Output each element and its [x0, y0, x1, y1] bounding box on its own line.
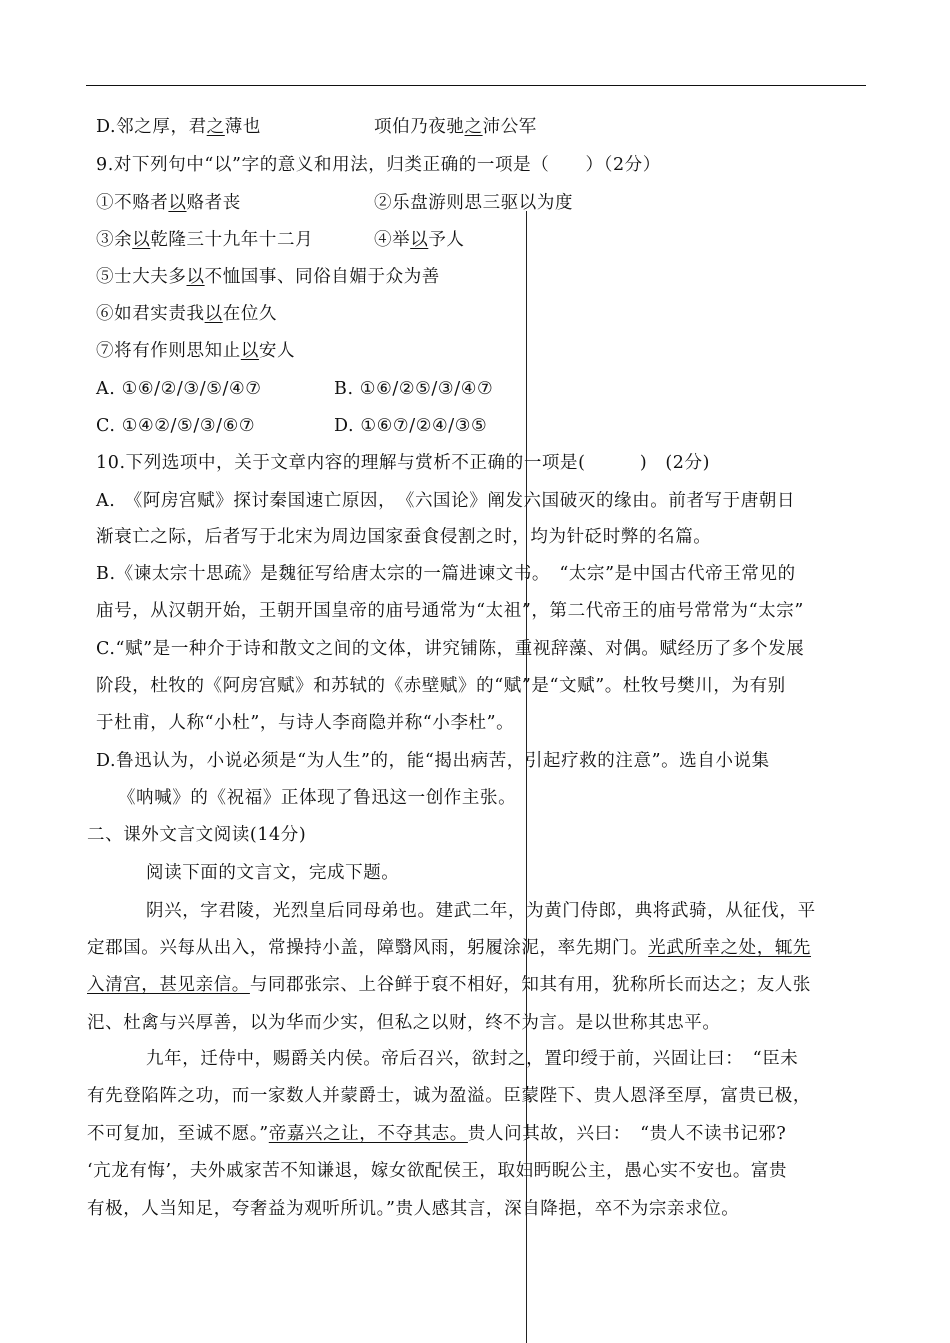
section2-heading: 二、课外文言文阅读(14分)	[87, 825, 307, 845]
q10-option-c-line2: 阶段，杜牧的《阿房宫赋》和苏轼的《赤壁赋》的“赋”是“文赋”。杜牧号樊川，为有别	[96, 676, 786, 696]
passage-p1-line3: 入清宫，甚见亲信。与同郡张宗、上谷鲜于裒不相好，知其有用，犹称所长而达之；友人张	[87, 975, 812, 995]
q10-option-d-line1: D.鲁迅认为，小说必须是“为人生”的，能“揭出病苦，引起疗救的注意”。选自小说集	[96, 751, 770, 771]
q9-option-c: C. ①④②/⑤/③/⑥⑦	[96, 416, 256, 436]
q9-sentence-5: ⑤士大夫多以不恤国事、同俗自媚于众为善	[96, 267, 440, 287]
q8-option-d: D.邻之厚，君之薄也 项伯乃夜驰之沛公军	[96, 117, 537, 137]
q9-sentence-6: ⑥如君实责我以在位久	[96, 304, 278, 324]
header-rule	[86, 85, 866, 86]
q10-option-a-line2: 渐衰亡之际，后者写于北宋为周边国家蚕食侵割之时，均为针砭时弊的名篇。	[96, 527, 712, 547]
q10-option-a-line1: A. 《阿房宫赋》探讨秦国速亡原因， 《六国论》阐发六国破灭的缘由。前者写于唐朝日	[96, 491, 796, 511]
q10-option-d-line2: 《呐喊》的《祝福》正体现了鲁迅这一创作主张。	[118, 788, 517, 808]
passage-p1-line4: 汜、杜禽与兴厚善，以为华而少实，但私之以财，终不为言。是以世称其忠平。	[87, 1013, 721, 1033]
passage-p1-line1: 阴兴，字君陵，光烈皇后同母弟也。建武二年，为黄门侍郎，典将武骑，从征伐，平	[146, 901, 816, 921]
q10-option-c-line3: 于杜甫，人称“小杜”，与诗人李商隐并称“小李杜”。	[96, 713, 515, 733]
passage-p2-line3: 不可复加，至诚不愿。”帝嘉兴之让，不夺其志。贵人问其故，兴曰： “贵人不读书记邪?	[87, 1124, 787, 1144]
q9-sentences-3-4: ③余以乾隆三十九年十二月 ④举以予人	[96, 230, 465, 250]
section2-instruction: 阅读下面的文言文，完成下题。	[146, 863, 400, 883]
q10-option-b-line2: 庙号，从汉朝开始，王朝开国皇帝的庙号通常为“太祖”，第二代帝王的庙号常常为“太宗”	[96, 601, 804, 621]
q9-sentence-7: ⑦将有作则思知止以安人	[96, 341, 296, 361]
passage-p2-line5: 有极，人当知足，夸奢益为观听所讥。”贵人感其言，深自降挹，卒不为宗亲求位。	[87, 1199, 740, 1219]
passage-p2-line4: ‘亢龙有悔’，夫外戚家苦不知谦退，嫁女欲配侯王，取妇眄睨公主，愚心实不安也。富贵	[87, 1161, 788, 1181]
passage-p2-line2: 有先登陷阵之功，而一家数人并蒙爵士，诚为盈溢。臣蒙陛下、贵人恩泽至厚，富贵已极，	[87, 1086, 811, 1106]
q9-options-c-d	[96, 413, 487, 439]
q10-option-b-line1: B.《谏太宗十思疏》是魏征写给唐太宗的一篇进谏文书。 “太宗”是中国古代帝王常见的	[96, 564, 796, 584]
q9-option-d: D. ①⑥⑦/②④/③⑤	[334, 416, 488, 436]
q10-stem: 10.下列选项中，关于文章内容的理解与赏析不正确的一项是( ) (2分)	[96, 453, 711, 473]
q9-options-a-b	[96, 376, 493, 402]
q9-sentences-1-2: ①不赂者以赂者丧 ②乐盘游则思三驱以为度	[96, 193, 574, 213]
q9-option-b: B. ①⑥/②⑤/③/④⑦	[334, 379, 494, 399]
passage-p1-line2: 定郡国。兴每从出入，常操持小盖，障翳风雨，躬履涂泥，率先期门。光武所幸之处，辄先	[87, 938, 812, 958]
q10-option-c-line1: C.“赋”是一种介于诗和散文之间的文体，讲究铺陈，重视辞藻、对偶。赋经历了多个发展	[96, 639, 805, 659]
q9-option-a: A. ①⑥/②/③/⑤/④⑦	[96, 379, 262, 399]
passage-p2-line1: 九年，迁侍中，赐爵关内侯。帝后召兴，欲封之，置印绶于前，兴固让曰： “臣未	[146, 1049, 799, 1069]
q9-stem: 9.对下列句中“以”字的意义和用法，归类正确的一项是（ ）（2分）	[96, 155, 661, 175]
